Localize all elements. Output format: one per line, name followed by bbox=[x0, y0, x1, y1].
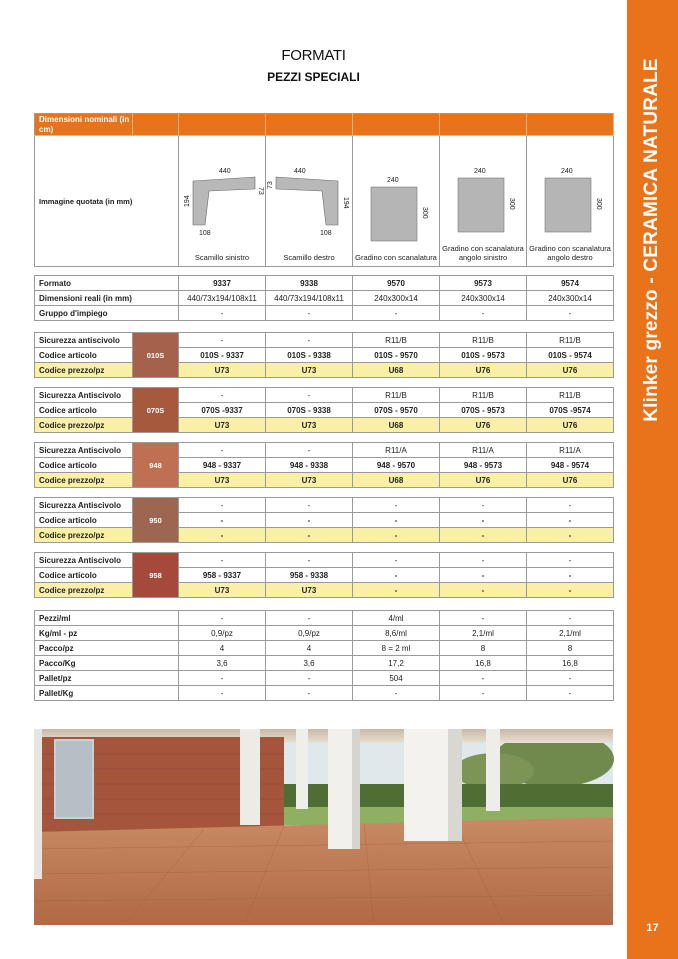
row-label: Sicurezza Antiscivolo bbox=[35, 553, 133, 568]
table-cell: - bbox=[527, 611, 614, 626]
piece-caption: Gradino con scanalatura angolo destro bbox=[529, 244, 611, 262]
table-cell: 16,8 bbox=[440, 656, 527, 671]
dim-label: 300 bbox=[595, 198, 602, 210]
table-cell: 948 - 9337 bbox=[179, 458, 266, 473]
table-cell: 8 bbox=[527, 641, 614, 656]
table-cell: 504 bbox=[353, 671, 440, 686]
page-title: FORMATI bbox=[281, 47, 346, 64]
table-cell: U73 bbox=[179, 363, 266, 378]
piece-image-cell bbox=[527, 136, 614, 267]
table-cell: - bbox=[353, 583, 440, 598]
table-cell: - bbox=[179, 553, 266, 568]
color-block-010S bbox=[34, 332, 614, 378]
color-block-948 bbox=[34, 442, 614, 488]
dim-label: 73 bbox=[257, 187, 264, 195]
table-cell: - bbox=[353, 568, 440, 583]
table-cell: U76 bbox=[440, 473, 527, 488]
table-cell: 010S - 9573 bbox=[440, 348, 527, 363]
table-cell: R11/B bbox=[527, 388, 614, 403]
row-label: Dimensioni reali (in mm) bbox=[35, 291, 179, 306]
installation-photo bbox=[34, 729, 613, 925]
row-label: Codice prezzo/pz bbox=[35, 528, 133, 543]
table-cell: 240x300x14 bbox=[353, 291, 440, 306]
table-cell: 3,6 bbox=[266, 656, 353, 671]
table-cell: 010S - 9338 bbox=[266, 348, 353, 363]
row-label: Sicurezza Antiscivolo bbox=[35, 388, 133, 403]
table-cell: - bbox=[527, 513, 614, 528]
color-swatch: 950 bbox=[133, 498, 179, 543]
table-cell: 070S - 9570 bbox=[353, 403, 440, 418]
row-label: Codice articolo bbox=[35, 513, 133, 528]
row-label: Pallet/Kg bbox=[35, 686, 179, 701]
dim-label: 440 bbox=[294, 168, 306, 175]
table-cell: 9574 bbox=[527, 276, 614, 291]
table-cell: - bbox=[353, 513, 440, 528]
table-cell: - bbox=[179, 611, 266, 626]
dim-label: 108 bbox=[320, 230, 332, 237]
table-cell: R11/B bbox=[353, 333, 440, 348]
piece-drawing bbox=[355, 171, 437, 249]
table-cell: 948 - 9338 bbox=[266, 458, 353, 473]
table-cell: U76 bbox=[440, 418, 527, 433]
table-cell: U68 bbox=[353, 363, 440, 378]
table-cell: U68 bbox=[353, 418, 440, 433]
table-cell: 070S -9337 bbox=[179, 403, 266, 418]
table-cell: - bbox=[179, 528, 266, 543]
table-cell: - bbox=[527, 568, 614, 583]
color-swatch: 958 bbox=[133, 553, 179, 598]
table-cell: - bbox=[266, 686, 353, 701]
piece-drawing bbox=[268, 159, 350, 249]
table-cell: 16,8 bbox=[527, 656, 614, 671]
table-cell: R11/B bbox=[440, 388, 527, 403]
table-cell: - bbox=[266, 611, 353, 626]
table-cell: - bbox=[266, 553, 353, 568]
table-cell: 9570 bbox=[353, 276, 440, 291]
dim-label: 440 bbox=[219, 168, 231, 175]
table-cell: - bbox=[353, 306, 440, 321]
table-cell: - bbox=[440, 583, 527, 598]
table-cell: 948 - 9570 bbox=[353, 458, 440, 473]
piece-drawing bbox=[529, 162, 611, 240]
table-cell: - bbox=[179, 306, 266, 321]
row-label: Codice articolo bbox=[35, 458, 133, 473]
table-cell: 240x300x14 bbox=[440, 291, 527, 306]
row-label: Codice prezzo/pz bbox=[35, 418, 133, 433]
color-swatch: 010S bbox=[133, 333, 179, 378]
table-cell: 010S - 9570 bbox=[353, 348, 440, 363]
table-cell: 4/ml bbox=[353, 611, 440, 626]
table-cell: - bbox=[266, 333, 353, 348]
color-block-950 bbox=[34, 497, 614, 543]
row-label: Codice prezzo/pz bbox=[35, 363, 133, 378]
table-cell: U76 bbox=[527, 363, 614, 378]
table-cell: R11/A bbox=[527, 443, 614, 458]
table-cell: 9573 bbox=[440, 276, 527, 291]
piece-image-cell bbox=[353, 136, 440, 267]
table-cell: - bbox=[266, 443, 353, 458]
table-cell: - bbox=[353, 686, 440, 701]
color-swatch: 948 bbox=[133, 443, 179, 488]
dim-label: 240 bbox=[474, 168, 486, 175]
dim-label: 194 bbox=[342, 197, 349, 209]
table-cell: 240x300x14 bbox=[527, 291, 614, 306]
table-cell: 8,6/ml bbox=[353, 626, 440, 641]
table-cell: 2,1/ml bbox=[527, 626, 614, 641]
table-cell: - bbox=[179, 671, 266, 686]
piece-caption: Scamillo destro bbox=[283, 253, 335, 262]
color-block-958 bbox=[34, 552, 614, 598]
table-cell: U76 bbox=[440, 363, 527, 378]
color-block-070S bbox=[34, 387, 614, 433]
image-label: Immagine quotata (in mm) bbox=[35, 136, 179, 267]
row-label: Sicurezza antiscivolo bbox=[35, 333, 133, 348]
row-label: Pacco/Kg bbox=[35, 656, 179, 671]
table-cell: 0,9/pz bbox=[179, 626, 266, 641]
table-cell: - bbox=[440, 498, 527, 513]
row-label: Pacco/pz bbox=[35, 641, 179, 656]
dim-label: 194 bbox=[184, 195, 191, 207]
table-cell: - bbox=[353, 498, 440, 513]
table-cell: 070S - 9338 bbox=[266, 403, 353, 418]
table-cell: - bbox=[179, 686, 266, 701]
table-cell: - bbox=[266, 513, 353, 528]
table-cell: 9338 bbox=[266, 276, 353, 291]
row-label: Gruppo d'impiego bbox=[35, 306, 179, 321]
row-label: Codice articolo bbox=[35, 568, 133, 583]
table-cell: 0,9/pz bbox=[266, 626, 353, 641]
row-label: Sicurezza Antiscivolo bbox=[35, 498, 133, 513]
table-cell: - bbox=[266, 306, 353, 321]
row-label: Sicurezza Antiscivolo bbox=[35, 443, 133, 458]
table-cell: - bbox=[527, 498, 614, 513]
table-cell: - bbox=[266, 498, 353, 513]
table-cell: U76 bbox=[527, 418, 614, 433]
table-cell: 948 - 9574 bbox=[527, 458, 614, 473]
table-cell: 958 - 9338 bbox=[266, 568, 353, 583]
table-cell: R11/A bbox=[353, 443, 440, 458]
table-cell: - bbox=[527, 306, 614, 321]
table-cell: - bbox=[440, 611, 527, 626]
dimensions-block bbox=[34, 113, 614, 267]
row-label: Formato bbox=[35, 276, 179, 291]
row-label: Codice articolo bbox=[35, 348, 133, 363]
piece-image-cell bbox=[440, 136, 527, 267]
row-label: Codice prezzo/pz bbox=[35, 583, 133, 598]
table-cell: - bbox=[440, 568, 527, 583]
table-cell: - bbox=[179, 333, 266, 348]
piece-image-cell bbox=[266, 136, 353, 267]
table-cell: 8 bbox=[440, 641, 527, 656]
table-cell: R11/B bbox=[527, 333, 614, 348]
row-label: Kg/ml - pz bbox=[35, 626, 179, 641]
table-cell: 440/73x194/108x11 bbox=[179, 291, 266, 306]
table-cell: U73 bbox=[179, 473, 266, 488]
table-cell: U73 bbox=[266, 363, 353, 378]
table-cell: - bbox=[440, 686, 527, 701]
sidebar-title: Klinker grezzo - CERAMICA NATURALE bbox=[641, 58, 662, 422]
table-cell: 4 bbox=[179, 641, 266, 656]
table-cell: U73 bbox=[179, 583, 266, 598]
table-cell: - bbox=[179, 443, 266, 458]
table-cell: 2,1/ml bbox=[440, 626, 527, 641]
table-cell: 948 - 9573 bbox=[440, 458, 527, 473]
table-cell: - bbox=[527, 553, 614, 568]
table-cell: 440/73x194/108x11 bbox=[266, 291, 353, 306]
table-cell: - bbox=[353, 528, 440, 543]
table-cell: U73 bbox=[266, 473, 353, 488]
table-cell: - bbox=[440, 553, 527, 568]
table-cell: - bbox=[527, 671, 614, 686]
table-cell: R11/A bbox=[440, 443, 527, 458]
table-cell: - bbox=[527, 583, 614, 598]
table-cell: U73 bbox=[266, 583, 353, 598]
table-cell: 4 bbox=[266, 641, 353, 656]
page-subtitle: PEZZI SPECIALI bbox=[267, 70, 360, 84]
table-cell: U73 bbox=[179, 418, 266, 433]
table-cell: U73 bbox=[266, 418, 353, 433]
table-cell: 8 = 2 ml bbox=[353, 641, 440, 656]
table-cell: - bbox=[266, 388, 353, 403]
dim-label: 73 bbox=[267, 181, 274, 189]
sidebar-title-box bbox=[627, 0, 678, 500]
table-cell: - bbox=[440, 513, 527, 528]
table-cell: 010S - 9337 bbox=[179, 348, 266, 363]
table-cell: 070S -9574 bbox=[527, 403, 614, 418]
table-cell: - bbox=[179, 498, 266, 513]
dim-nominal-label: Dimensioni nominali (in cm) bbox=[35, 114, 133, 136]
table-cell: - bbox=[266, 671, 353, 686]
table-cell: U76 bbox=[527, 473, 614, 488]
table-cell: 010S - 9574 bbox=[527, 348, 614, 363]
table-cell: - bbox=[440, 306, 527, 321]
piece-caption: Gradino con scanalatura bbox=[355, 253, 437, 262]
table-cell: - bbox=[179, 513, 266, 528]
table-cell: - bbox=[179, 388, 266, 403]
table-cell: R11/B bbox=[353, 388, 440, 403]
dim-label: 300 bbox=[421, 207, 428, 219]
dim-label: 240 bbox=[561, 168, 573, 175]
color-swatch: 070S bbox=[133, 388, 179, 433]
table-cell: - bbox=[266, 528, 353, 543]
packaging-block bbox=[34, 610, 614, 701]
dim-label: 108 bbox=[199, 230, 211, 237]
table-cell: - bbox=[353, 553, 440, 568]
table-cell: - bbox=[440, 671, 527, 686]
row-label: Codice articolo bbox=[35, 403, 133, 418]
dim-label: 300 bbox=[508, 198, 515, 210]
table-cell: 17,2 bbox=[353, 656, 440, 671]
table-cell: - bbox=[527, 686, 614, 701]
dim-label: 240 bbox=[387, 177, 399, 184]
piece-drawing bbox=[442, 162, 524, 240]
row-label: Pezzi/ml bbox=[35, 611, 179, 626]
page-number: 17 bbox=[646, 922, 659, 934]
general-block bbox=[34, 275, 614, 321]
table-cell: U68 bbox=[353, 473, 440, 488]
piece-caption: Gradino con scanalatura angolo sinistro bbox=[442, 244, 524, 262]
piece-drawing bbox=[181, 159, 263, 249]
table-cell: 9337 bbox=[179, 276, 266, 291]
row-label: Codice prezzo/pz bbox=[35, 473, 133, 488]
piece-caption: Scamillo sinistro bbox=[194, 253, 250, 262]
table-cell: 070S - 9573 bbox=[440, 403, 527, 418]
table-cell: R11/B bbox=[440, 333, 527, 348]
table-cell: - bbox=[440, 528, 527, 543]
piece-image-cell bbox=[179, 136, 266, 267]
table-cell: 3,6 bbox=[179, 656, 266, 671]
row-label: Pallet/pz bbox=[35, 671, 179, 686]
table-cell: - bbox=[527, 528, 614, 543]
table-cell: 958 - 9337 bbox=[179, 568, 266, 583]
